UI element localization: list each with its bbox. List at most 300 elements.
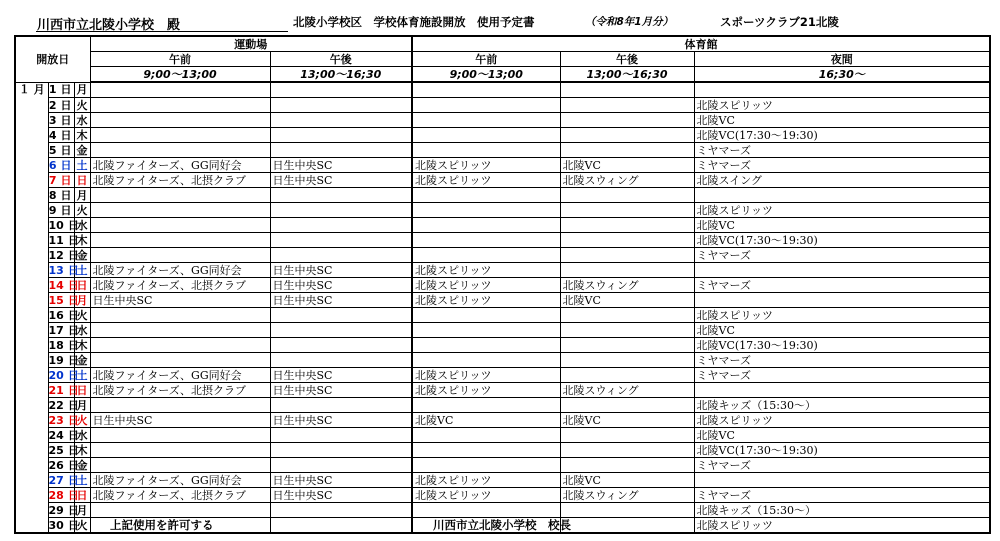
day-number <box>48 413 79 428</box>
gym-morning-cell <box>412 458 560 473</box>
gym-morning-cell <box>412 128 560 143</box>
gym-night-cell: 北陵スピリッツ <box>694 413 990 428</box>
gym-night-cell: ミヤマーズ <box>694 488 990 503</box>
gym-afternoon-cell <box>560 323 694 338</box>
day-number-value: 9 <box>48 203 57 217</box>
gym-night-cell: 北陵VC <box>694 323 990 338</box>
gym-afternoon-cell <box>560 248 694 263</box>
day-number-value: 30 <box>48 518 64 532</box>
weekday: 月 <box>74 398 90 413</box>
ground-morning-cell <box>90 458 270 473</box>
ground-afternoon-cell <box>270 248 412 263</box>
gym-night-cell: 北陵キッズ（15:30～） <box>694 503 990 518</box>
day-number-value: 11 <box>48 233 64 247</box>
day-row <box>15 173 990 188</box>
ground-afternoon-cell: 日生中央SC <box>270 278 412 293</box>
gym-morning-cell <box>412 308 560 323</box>
gym-morning-cell <box>412 353 560 368</box>
gym-night-cell: 北陵スピリッツ <box>694 308 990 323</box>
weekday: 日 <box>74 488 90 503</box>
day-number <box>48 338 79 353</box>
weekday: 土 <box>74 368 90 383</box>
ground-morning-cell: 北陵ファイターズ、GG同好会 <box>90 263 270 278</box>
day-suffix: 日 <box>67 458 79 472</box>
gym-morning-cell <box>412 113 560 128</box>
gym-header: 体育館 <box>412 36 990 52</box>
ground-morning-cell <box>90 98 270 113</box>
day-suffix: 日 <box>67 503 79 517</box>
day-row <box>15 323 990 338</box>
open-day-header: 開放日 <box>15 36 90 82</box>
day-number-value: 28 <box>48 488 64 502</box>
gym-night-cell <box>694 82 990 98</box>
weekday: 火 <box>74 413 90 428</box>
day-suffix: 日 <box>67 263 79 277</box>
period-label: （令和8年1月分） <box>585 16 674 28</box>
weekday: 土 <box>74 263 90 278</box>
day-number-value: 21 <box>48 383 64 397</box>
gym-morning-cell <box>412 82 560 98</box>
gym-afternoon-cell: 北陵スウィング <box>560 278 694 293</box>
ground-morning-cell: 北陵ファイターズ、GG同好会 <box>90 473 270 488</box>
day-row <box>15 233 990 248</box>
ground-afternoon-cell <box>270 428 412 443</box>
ground-afternoon-cell <box>270 98 412 113</box>
ground-afternoon-cell <box>270 113 412 128</box>
gym-morning-cell: 北陵スピリッツ <box>412 158 560 173</box>
weekday: 水 <box>74 113 90 128</box>
day-number <box>48 488 79 503</box>
day-row <box>15 428 990 443</box>
ground-afternoon-cell <box>270 143 412 158</box>
addressee-school: 川西市立北陵小学校 殿 <box>37 18 181 33</box>
day-number <box>48 323 79 338</box>
day-suffix: 日 <box>67 323 79 337</box>
ground-afternoon-cell <box>270 203 412 218</box>
ground-afternoon-cell: 日生中央SC <box>270 263 412 278</box>
day-number <box>48 368 79 383</box>
day-number <box>48 293 79 308</box>
gym-afternoon-cell: 北陵VC <box>560 158 694 173</box>
day-number <box>48 233 79 248</box>
gym-morning-time: 9;00～13;00 <box>412 67 560 83</box>
gym-morning-cell <box>412 443 560 458</box>
ground-morning-cell: 北陵ファイターズ、北摂クラブ <box>90 173 270 188</box>
gym-night-cell: 北陵VC <box>694 218 990 233</box>
gym-afternoon-cell: 北陵スウィング <box>560 173 694 188</box>
weekday: 月 <box>74 293 90 308</box>
ground-afternoon-cell <box>270 353 412 368</box>
weekday: 水 <box>74 323 90 338</box>
day-suffix: 日 <box>67 353 79 367</box>
ground-morning-header: 午前 <box>90 52 270 67</box>
day-number-value: 1 <box>48 83 57 97</box>
day-suffix: 日 <box>60 158 72 172</box>
gym-afternoon-cell: 北陵VC <box>560 293 694 308</box>
gym-night-cell: 北陵スピリッツ <box>694 98 990 113</box>
day-number-value: 2 <box>48 98 57 112</box>
day-number-value: 14 <box>48 278 64 292</box>
ground-morning-cell <box>90 398 270 413</box>
gym-afternoon-cell <box>560 353 694 368</box>
gym-afternoon-cell <box>560 458 694 473</box>
ground-afternoon-cell <box>270 128 412 143</box>
day-suffix: 日 <box>60 83 72 97</box>
ground-morning-cell <box>90 323 270 338</box>
ground-morning-cell <box>90 443 270 458</box>
gym-morning-cell <box>412 503 560 518</box>
ground-afternoon-cell <box>270 443 412 458</box>
ground-afternoon-cell <box>270 458 412 473</box>
ground-morning-cell: 北陵ファイターズ、GG同好会 <box>90 368 270 383</box>
gym-morning-cell <box>412 428 560 443</box>
day-number <box>48 308 79 323</box>
day-number-value: 27 <box>48 473 64 487</box>
day-number-value: 20 <box>48 368 64 382</box>
day-number <box>48 503 79 518</box>
gym-night-cell: ミヤマーズ <box>694 368 990 383</box>
gym-night-cell: 北陵キッズ（15:30～） <box>694 398 990 413</box>
day-row <box>15 443 990 458</box>
gym-morning-cell <box>412 323 560 338</box>
gym-morning-cell <box>412 218 560 233</box>
weekday: 木 <box>74 128 90 143</box>
day-row <box>15 368 990 383</box>
gym-night-cell: 北陵スイング <box>694 173 990 188</box>
weekday: 月 <box>74 82 90 98</box>
principal-signature-line: 川西市立北陵小学校 校長 <box>433 518 571 532</box>
weekday: 土 <box>74 473 90 488</box>
ground-morning-cell <box>90 308 270 323</box>
ground-afternoon-cell <box>270 338 412 353</box>
gym-afternoon-header: 午後 <box>560 52 694 67</box>
day-row <box>15 248 990 263</box>
gym-morning-cell: 北陵スピリッツ <box>412 383 560 398</box>
gym-afternoon-cell <box>560 263 694 278</box>
day-suffix: 日 <box>60 203 72 217</box>
schedule-table <box>14 35 991 534</box>
day-number <box>48 248 79 263</box>
day-suffix: 日 <box>60 98 72 112</box>
day-number-value: 17 <box>48 323 64 337</box>
gym-afternoon-time: 13;00～16;30 <box>560 67 694 83</box>
day-row <box>15 158 990 173</box>
ground-afternoon-cell <box>270 398 412 413</box>
ground-afternoon-cell <box>270 218 412 233</box>
gym-night-cell: 北陵スピリッツ <box>694 203 990 218</box>
day-row <box>15 398 990 413</box>
day-suffix: 日 <box>67 413 79 427</box>
gym-morning-cell <box>412 338 560 353</box>
weekday: 月 <box>74 503 90 518</box>
day-suffix: 日 <box>67 218 79 232</box>
day-suffix: 日 <box>67 398 79 412</box>
weekday: 火 <box>74 518 90 534</box>
ground-afternoon-header: 午後 <box>270 52 412 67</box>
day-row <box>15 503 990 518</box>
weekday: 日 <box>74 173 90 188</box>
gym-afternoon-cell <box>560 428 694 443</box>
day-suffix: 日 <box>60 173 72 187</box>
gym-afternoon-cell <box>560 113 694 128</box>
gym-afternoon-cell: 北陵VC <box>560 473 694 488</box>
day-row <box>15 82 990 98</box>
day-number <box>48 98 74 113</box>
day-number <box>48 263 79 278</box>
weekday: 土 <box>74 158 90 173</box>
gym-afternoon-cell: 北陵スウィング <box>560 488 694 503</box>
ground-morning-cell <box>90 218 270 233</box>
ground-morning-cell: 日生中央SC <box>90 293 270 308</box>
gym-afternoon-cell <box>560 503 694 518</box>
gym-night-time: 16;30～ <box>694 67 990 83</box>
day-suffix: 日 <box>67 248 79 262</box>
day-suffix: 日 <box>67 443 79 457</box>
gym-afternoon-cell <box>560 203 694 218</box>
day-number-value: 3 <box>48 113 57 127</box>
weekday: 水 <box>74 428 90 443</box>
day-row <box>15 293 990 308</box>
weekday: 水 <box>74 218 90 233</box>
gym-night-cell: 北陵VC(17:30～19:30) <box>694 128 990 143</box>
ground-morning-time: 9;00～13;00 <box>90 67 270 83</box>
gym-night-cell: ミヤマーズ <box>694 278 990 293</box>
ground-morning-cell <box>90 113 270 128</box>
weekday: 金 <box>74 143 90 158</box>
gym-morning-cell <box>412 248 560 263</box>
day-row <box>15 338 990 353</box>
day-number-value: 4 <box>48 128 57 142</box>
gym-morning-cell: 北陵スピリッツ <box>412 173 560 188</box>
day-number-value: 6 <box>48 158 57 172</box>
weekday: 火 <box>74 203 90 218</box>
club-name: スポーツクラブ21北陵 <box>720 15 839 29</box>
gym-morning-cell: 北陵スピリッツ <box>412 263 560 278</box>
day-number-value: 8 <box>48 188 57 202</box>
day-number <box>48 203 74 218</box>
day-number <box>48 218 79 233</box>
day-number-value: 23 <box>48 413 64 427</box>
gym-night-cell: ミヤマーズ <box>694 353 990 368</box>
day-suffix: 日 <box>67 308 79 322</box>
ground-afternoon-cell <box>270 323 412 338</box>
gym-night-cell: 北陵VC(17:30～19:30) <box>694 233 990 248</box>
gym-afternoon-cell <box>560 98 694 113</box>
day-row <box>15 263 990 278</box>
day-number-value: 24 <box>48 428 64 442</box>
gym-afternoon-cell <box>560 368 694 383</box>
weekday: 日 <box>74 383 90 398</box>
gym-morning-cell <box>412 203 560 218</box>
ground-afternoon-time: 13;00～16;30 <box>270 67 412 83</box>
day-number-value: 22 <box>48 398 64 412</box>
day-row <box>15 128 990 143</box>
weekday: 月 <box>74 188 90 203</box>
ground-afternoon-cell: 日生中央SC <box>270 368 412 383</box>
gym-afternoon-cell: 北陵スウィング <box>560 383 694 398</box>
gym-afternoon-cell <box>560 518 694 534</box>
document-title: 北陵小学校区 学校体育施設開放 使用予定書 <box>293 15 535 29</box>
ground-afternoon-cell: 日生中央SC <box>270 173 412 188</box>
gym-afternoon-cell <box>560 128 694 143</box>
day-number <box>48 353 79 368</box>
day-suffix: 日 <box>60 113 72 127</box>
ground-morning-cell <box>90 503 270 518</box>
gym-afternoon-cell <box>560 82 694 98</box>
gym-night-cell: ミヤマーズ <box>694 248 990 263</box>
day-number-value: 29 <box>48 503 64 517</box>
day-suffix: 日 <box>60 143 72 157</box>
weekday: 木 <box>74 443 90 458</box>
day-number <box>48 113 74 128</box>
gym-night-cell: 北陵VC(17:30～19:30) <box>694 338 990 353</box>
ground-afternoon-cell <box>270 188 412 203</box>
gym-morning-cell: 北陵スピリッツ <box>412 488 560 503</box>
day-row <box>15 488 990 503</box>
gym-morning-cell: 北陵スピリッツ <box>412 278 560 293</box>
day-suffix: 日 <box>67 338 79 352</box>
day-number <box>48 473 79 488</box>
ground-afternoon-cell <box>270 308 412 323</box>
permission-text: 上記使用を許可する <box>110 518 214 532</box>
ground-afternoon-cell: 日生中央SC <box>270 473 412 488</box>
weekday: 金 <box>74 353 90 368</box>
day-number <box>48 443 79 458</box>
gym-night-cell: ミヤマーズ <box>694 158 990 173</box>
day-number <box>48 383 79 398</box>
day-row <box>15 353 990 368</box>
day-number-value: 13 <box>48 263 64 277</box>
day-number <box>48 82 74 98</box>
gym-night-cell: 北陵スピリッツ <box>694 518 990 534</box>
ground-morning-cell <box>90 233 270 248</box>
day-row <box>15 143 990 158</box>
day-suffix: 日 <box>67 383 79 397</box>
gym-night-cell <box>694 293 990 308</box>
day-row <box>15 98 990 113</box>
gym-morning-cell <box>412 143 560 158</box>
month-label: １ 月 <box>15 82 48 533</box>
ground-morning-cell: 北陵ファイターズ、北摂クラブ <box>90 278 270 293</box>
day-number <box>48 128 74 143</box>
ground-morning-cell <box>90 428 270 443</box>
day-suffix: 日 <box>67 293 79 307</box>
ground-morning-cell <box>90 143 270 158</box>
ground-morning-cell <box>90 203 270 218</box>
day-row <box>15 203 990 218</box>
ground-afternoon-cell <box>270 82 412 98</box>
gym-night-cell: 北陵VC <box>694 428 990 443</box>
day-number <box>48 173 74 188</box>
gym-morning-header: 午前 <box>412 52 560 67</box>
day-number <box>48 428 79 443</box>
ground-afternoon-cell <box>270 518 412 534</box>
gym-night-cell <box>694 383 990 398</box>
ground-afternoon-cell: 日生中央SC <box>270 488 412 503</box>
ground-morning-cell <box>90 338 270 353</box>
day-suffix: 日 <box>67 278 79 292</box>
gym-morning-cell <box>412 233 560 248</box>
weekday: 木 <box>74 338 90 353</box>
weekday: 金 <box>74 248 90 263</box>
gym-morning-cell <box>412 188 560 203</box>
weekday: 火 <box>74 98 90 113</box>
day-number <box>48 143 74 158</box>
ground-morning-cell <box>90 128 270 143</box>
day-suffix: 日 <box>67 233 79 247</box>
ground-afternoon-cell: 日生中央SC <box>270 383 412 398</box>
gym-night-cell: 北陵VC <box>694 113 990 128</box>
day-suffix: 日 <box>67 518 79 532</box>
gym-night-header: 夜間 <box>694 52 990 67</box>
ground-morning-cell <box>90 188 270 203</box>
day-number-value: 15 <box>48 293 64 307</box>
gym-night-cell <box>694 188 990 203</box>
weekday: 金 <box>74 458 90 473</box>
gym-afternoon-cell <box>560 308 694 323</box>
day-number-value: 26 <box>48 458 64 472</box>
gym-afternoon-cell <box>560 218 694 233</box>
gym-afternoon-cell <box>560 143 694 158</box>
day-suffix: 日 <box>67 488 79 502</box>
ground-morning-cell <box>90 353 270 368</box>
day-number <box>48 518 79 534</box>
day-row <box>15 413 990 428</box>
gym-morning-cell: 北陵スピリッツ <box>412 293 560 308</box>
ground-morning-cell: 日生中央SC <box>90 413 270 428</box>
ground-morning-cell <box>90 248 270 263</box>
gym-afternoon-cell <box>560 338 694 353</box>
ground-morning-cell: 北陵ファイターズ、GG同好会 <box>90 158 270 173</box>
gym-night-cell: 北陵VC(17:30～19:30) <box>694 443 990 458</box>
addressee-underline <box>36 31 288 32</box>
gym-morning-cell <box>412 98 560 113</box>
gym-afternoon-cell <box>560 443 694 458</box>
weekday: 日 <box>74 278 90 293</box>
day-number <box>48 188 74 203</box>
day-suffix: 日 <box>67 473 79 487</box>
ground-afternoon-cell <box>270 503 412 518</box>
day-row <box>15 308 990 323</box>
gym-afternoon-cell <box>560 188 694 203</box>
ground-afternoon-cell: 日生中央SC <box>270 293 412 308</box>
day-row <box>15 113 990 128</box>
gym-night-cell: ミヤマーズ <box>694 458 990 473</box>
day-row <box>15 458 990 473</box>
gym-afternoon-cell <box>560 233 694 248</box>
ground-afternoon-cell: 日生中央SC <box>270 158 412 173</box>
day-row <box>15 278 990 293</box>
day-suffix: 日 <box>67 368 79 382</box>
day-suffix: 日 <box>67 428 79 442</box>
day-row <box>15 188 990 203</box>
day-number-value: 10 <box>48 218 64 232</box>
weekday: 火 <box>74 308 90 323</box>
ground-afternoon-cell <box>270 233 412 248</box>
gym-night-cell: ミヤマーズ <box>694 143 990 158</box>
ground-header: 運動場 <box>90 36 412 52</box>
day-number-value: 16 <box>48 308 64 322</box>
ground-morning-cell <box>90 82 270 98</box>
day-number-value: 25 <box>48 443 64 457</box>
ground-morning-cell: 北陵ファイターズ、北摂クラブ <box>90 383 270 398</box>
gym-afternoon-cell <box>560 398 694 413</box>
day-row <box>15 383 990 398</box>
day-row <box>15 218 990 233</box>
gym-morning-cell: 北陵スピリッツ <box>412 473 560 488</box>
ground-morning-cell: 北陵ファイターズ、北摂クラブ <box>90 488 270 503</box>
day-number <box>48 278 79 293</box>
